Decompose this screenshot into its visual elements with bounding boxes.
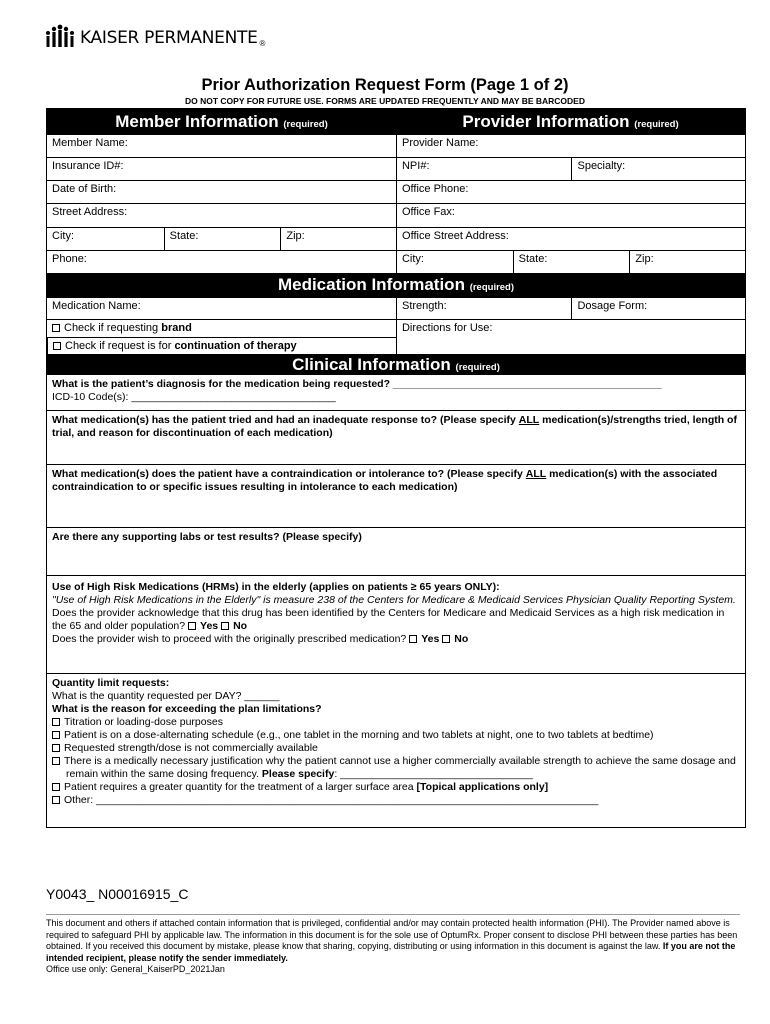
registered-mark: ® — [259, 39, 266, 48]
hrm-section: Use of High Risk Medications (HRMs) in the elderly (applies on patients ≥ 65 years ONLY): "Use of High Risk Medications in the Elderly" is measure 238 of the Centers for Medicare & Medicaid Services Physician Quality Reporting System. Does the provider acknowledge that this drug has been identified by the Centers for Medicare and Medicaid Services as a high risk medication in the 65 and older population? Yes No Does the provider wish to proceed with the originally prescribed medication? Yes No — [47, 575, 745, 673]
office-street-field[interactable]: Office Street Address: — [396, 228, 745, 250]
provider-zip-field[interactable]: Zip: — [629, 251, 745, 273]
confidentiality-notice: This document and others if attached contain information that is privileged, confidential and/or may contain protected health information (PHI). The Provider named above is required to safeguard PHI by applicable law. The information in this document is for the sole use of OptumRx. Proper consent to disclose PHI between these parties has been obtained. If you received this document by mistake, please know that sharing, copying, distributing or using information in this document is against the law. If you are not the intended recipient, please notify the sender immediately. Office use only: General_KaiserPD_2021Jan — [46, 918, 746, 976]
office-use-label: Office use only: General_KaiserPD_2021Jan — [46, 964, 225, 974]
hrm-measure-note: "Use of High Risk Medications in the Elderly" is measure 238 of the Centers for Medicare & Medicaid Services Physician Quality Reporting System. — [52, 594, 736, 606]
reason-justification-checkbox[interactable] — [52, 757, 60, 765]
member-phone-field[interactable]: Phone: — [52, 253, 87, 265]
npi-field[interactable]: NPI#: — [396, 158, 572, 180]
provider-city-field[interactable]: City: — [396, 251, 513, 273]
brand-checkbox[interactable] — [52, 324, 60, 332]
specialty-field[interactable]: Specialty: — [571, 158, 745, 180]
ack-no-checkbox[interactable] — [221, 622, 229, 630]
insurance-id-field[interactable]: Insurance ID#: — [52, 160, 124, 172]
provider-state-field[interactable]: State: — [513, 251, 630, 273]
dob-field[interactable]: Date of Birth: — [52, 183, 117, 195]
ack-yes-checkbox[interactable] — [188, 622, 196, 630]
proceed-no-checkbox[interactable] — [442, 635, 450, 643]
continuation-checkbox-row[interactable]: Check if request is for continuation of therapy — [47, 337, 396, 355]
office-fax-field[interactable]: Office Fax: — [396, 204, 745, 227]
footer-divider — [46, 914, 740, 915]
quantity-limit-section: Quantity limit requests: What is the quantity requested per DAY? ______ What is the reason for exceeding the plan limitations? Titration or loading-dose purposes Patient is on a dose-alternating schedule (e.g., one tablet in the morning and two tablets at night, one to two tablets at bedtime) Requested strength/dose is not commercially available There is a medically necessary justification why the patient cannot use a higher commercially available strength to achieve the same dosage and remain within the same dosing frequency. Please specify: _________________________________ Patient requires a greater quantity for the treatment of a larger surface area [Topical applications only] Other: ______________________________________________________________________________________ — [47, 673, 745, 827]
form-code: Y0043_ N00016915_C — [46, 886, 189, 902]
logo-wordmark: KAISER PERMANENTE — [80, 28, 258, 48]
strength-field[interactable]: Strength: — [396, 298, 572, 319]
brand-checkbox-row[interactable]: Check if requesting brand — [47, 320, 396, 337]
directions-field[interactable]: Directions for Use: — [396, 320, 745, 354]
labs-section[interactable]: Are there any supporting labs or test results? (Please specify) — [47, 527, 745, 575]
member-name-field[interactable]: Member Name: — [52, 137, 128, 149]
medication-info-heading: Medication Information (required) — [47, 273, 745, 297]
form-subtitle: DO NOT COPY FOR FUTURE USE. FORMS ARE UPDATED FREQUENTLY AND MAY BE BARCODED — [184, 96, 585, 106]
member-state-field[interactable]: State: — [164, 228, 281, 250]
provider-name-field[interactable]: Provider Name: — [396, 135, 745, 157]
diagnosis-question: What is the patient’s diagnosis for the medication being requested? — [52, 378, 390, 390]
hrm-heading: Use of High Risk Medications (HRMs) in the elderly (applies on patients ≥ 65 years ONLY): — [52, 581, 500, 593]
dosage-form-field[interactable]: Dosage Form: — [571, 298, 745, 319]
tried-medications-section[interactable]: What medication(s) has the patient tried and had an inadequate response to? (Please specify ALL medication(s)/strengths tried, length of trial, and reason for discontinuation of each medication) — [47, 410, 745, 464]
proceed-yes-checkbox[interactable] — [409, 635, 417, 643]
provider-info-heading: Provider Information (required) — [462, 112, 679, 131]
reason-titration-checkbox[interactable] — [52, 718, 60, 726]
office-phone-field[interactable]: Office Phone: — [396, 181, 745, 203]
member-city-field[interactable]: City: — [52, 230, 74, 242]
reason-other-checkbox[interactable] — [52, 796, 60, 804]
member-zip-field[interactable]: Zip: — [280, 228, 396, 250]
reason-unavailable-checkbox[interactable] — [52, 744, 60, 752]
prior-auth-form — [46, 108, 746, 828]
reason-alternating-checkbox[interactable] — [52, 731, 60, 739]
contraindication-section[interactable]: What medication(s) does the patient have a contraindication or intolerance to? (Please specify ALL medication(s) with the associated contraindication to or specific issues resulting in intolerance to each medication) — [47, 464, 745, 527]
member-provider-header — [47, 109, 745, 134]
reason-surface-area-checkbox[interactable] — [52, 783, 60, 791]
icd-label: ICD-10 Code(s): — [52, 391, 129, 403]
form-title: Prior Authorization Request Form (Page 1 of 2) — [201, 76, 569, 94]
clinical-info-heading: Clinical Information (required) — [47, 354, 745, 375]
quantity-per-day-field[interactable]: What is the quantity requested per DAY? ______ — [52, 690, 280, 702]
continuation-checkbox[interactable] — [53, 342, 61, 350]
kaiser-logo — [44, 24, 265, 48]
kaiser-people-icon — [44, 24, 74, 48]
medication-name-field[interactable]: Medication Name: — [52, 300, 141, 312]
diagnosis-section[interactable]: What is the patient’s diagnosis for the medication being requested? ______________________________________________ ICD-10 Code(s): ___________________________________ — [52, 378, 662, 403]
street-address-field[interactable]: Street Address: — [52, 206, 128, 218]
member-info-heading: Member Information (required) — [115, 112, 328, 131]
